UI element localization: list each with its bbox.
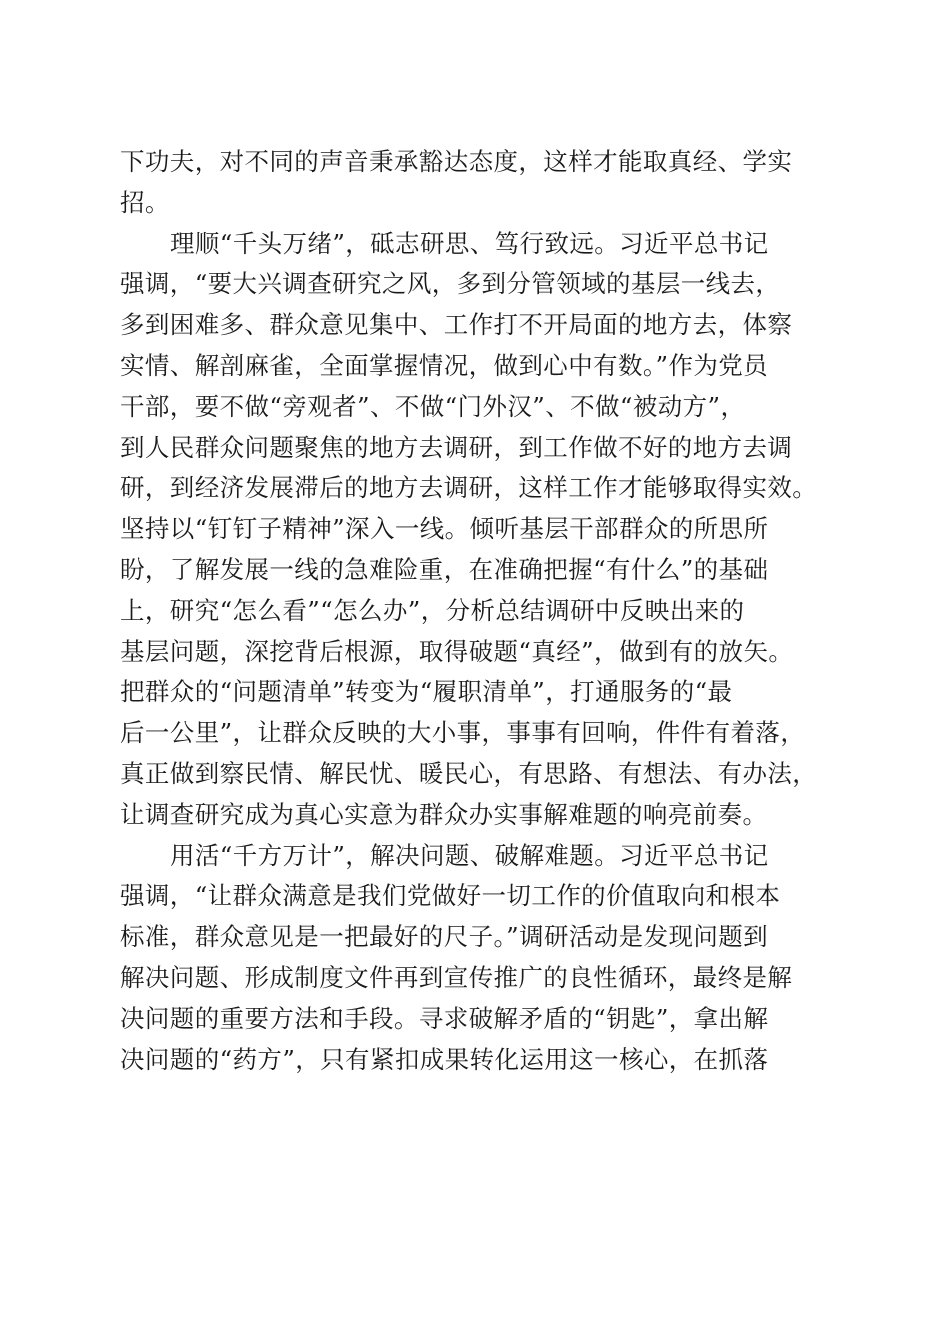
text-line: 上，研究“怎么看”“怎么办”，分析总结调研中反映出来的	[120, 595, 745, 625]
text-line: 把群众的“问题清单”转变为“履职清单”，打通服务的“最	[120, 677, 733, 707]
text-line: 研，到经济发展滞后的地方去调研，这样工作才能够取得实效。	[120, 473, 818, 503]
paragraph-start-line: 理顺“千头万绪”，砥志研思、笃行致远。习近平总书记	[170, 228, 769, 258]
text-line: 强调，“要大兴调查研究之风，多到分管领域的基层一线去，	[120, 269, 781, 299]
text-line: 坚持以“钉钉子精神”深入一线。倾听基层干部群众的所思所	[120, 514, 769, 544]
text-line: 真正做到察民情、解民忧、暖民心，有思路、有想法、有办法，	[120, 758, 818, 788]
body-text	[120, 142, 830, 1080]
text-line: 到人民群众问题聚焦的地方去调研，到工作做不好的地方去调	[120, 432, 793, 462]
text-line: 强调，“让群众满意是我们党做好一切工作的价值取向和根本	[120, 881, 781, 911]
text-line: 招。	[120, 187, 170, 217]
text-line: 决问题的“药方”，只有紧扣成果转化运用这一核心，在抓落	[120, 1044, 769, 1074]
text-line: 后一公里”，让群众反映的大小事，事事有回响，件件有着落，	[120, 718, 806, 748]
text-line: 解决问题、形成制度文件再到宣传推广的良性循环，最终是解	[120, 962, 793, 992]
text-line: 干部，要不做“旁观者”、不做“门外汉”、不做“被动方”，	[120, 391, 746, 421]
text-line: 盼，了解发展一线的急难险重，在准确把握“有什么”的基础	[120, 554, 769, 584]
paragraph-start-line: 用活“千方万计”，解决问题、破解难题。习近平总书记	[170, 840, 769, 870]
text-line: 标准，群众意见是一把最好的尺子。”调研活动是发现问题到	[120, 922, 769, 952]
text-line: 实情、解剖麻雀，全面掌握情况，做到心中有数。”作为党员	[120, 350, 769, 380]
text-line: 下功夫，对不同的声音秉承豁达态度，这样才能取真经、学实	[120, 147, 793, 176]
text-line: 多到困难多、群众意见集中、工作打不开局面的地方去，体察	[120, 310, 793, 340]
text-line: 决问题的重要方法和手段。寻求破解矛盾的“钥匙”，拿出解	[120, 1003, 769, 1033]
text-line: 让调查研究成为真心实意为群众办实事解难题的响亮前奏。	[120, 799, 768, 829]
text-line: 基层问题，深挖背后根源，取得破题“真经”，做到有的放矢。	[120, 636, 794, 666]
